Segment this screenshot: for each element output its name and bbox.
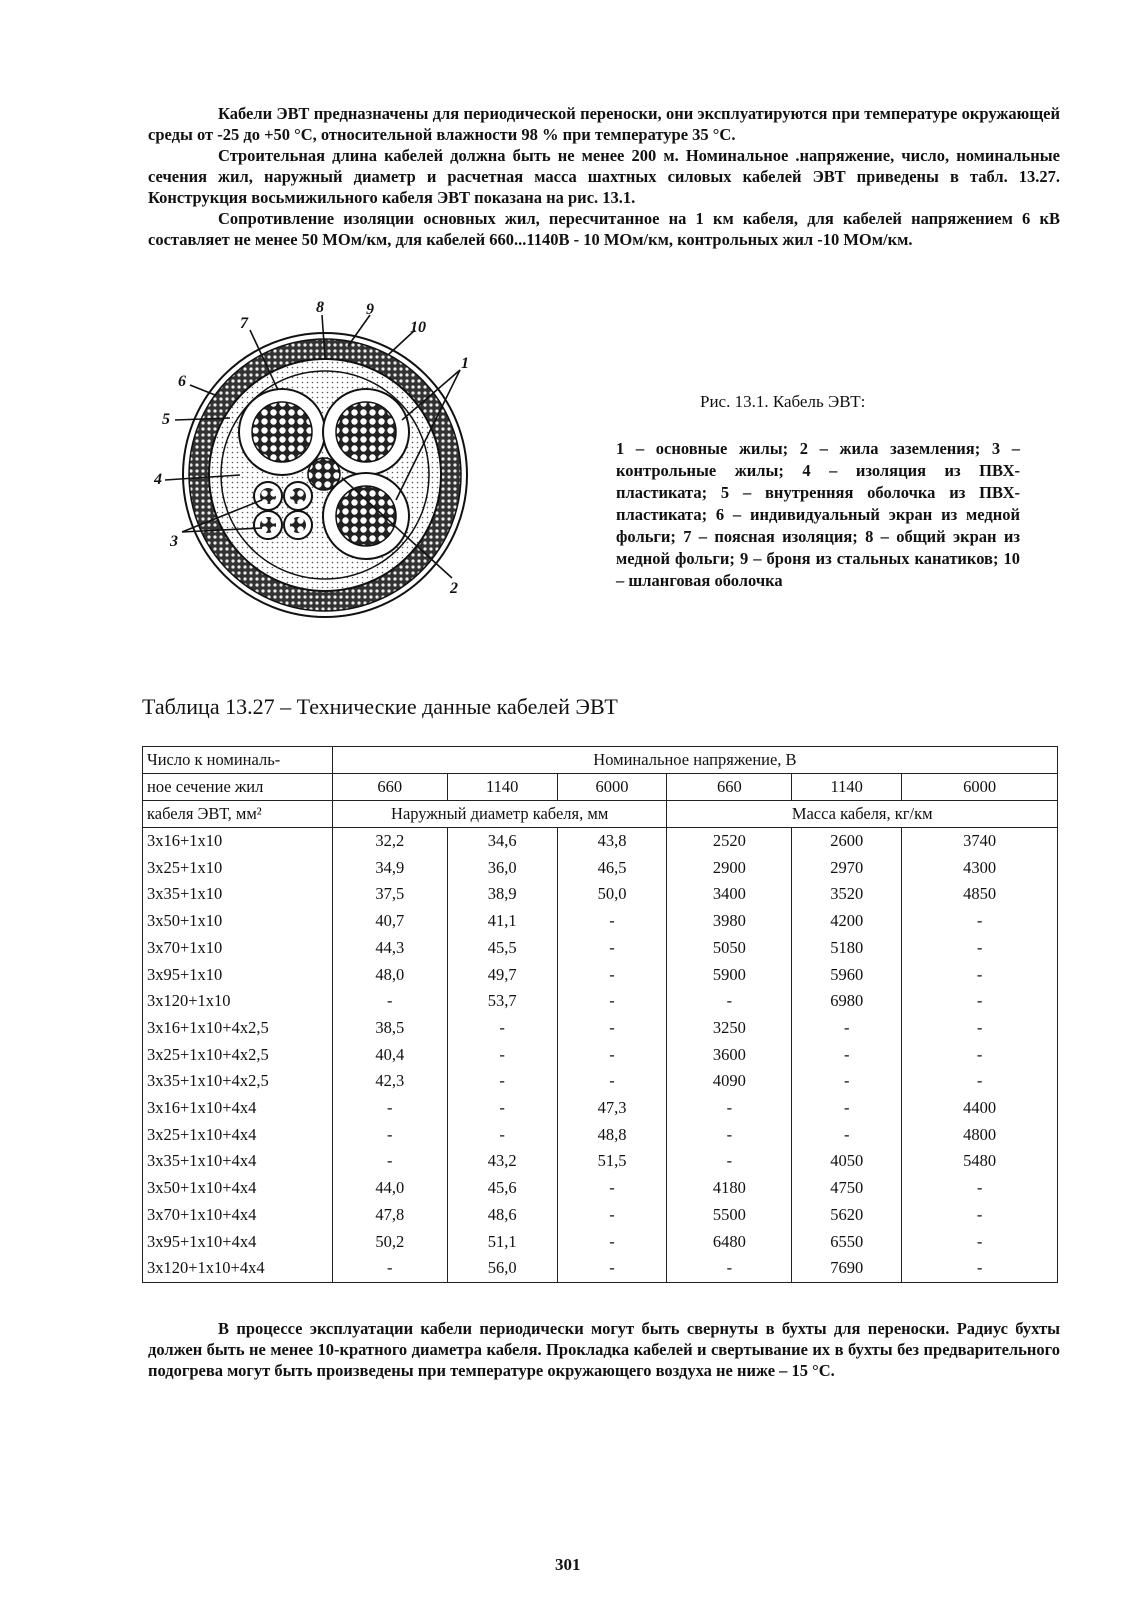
table-cell: - [667,1148,792,1175]
outro-text [148,1318,1060,1381]
table-cell: 51,5 [557,1148,667,1175]
table-cell: - [557,988,667,1015]
table-cell: 4300 [902,855,1058,882]
table-row [143,988,1058,1015]
header-voltage-value: 660 [332,774,447,801]
table-row [143,1095,1058,1122]
table-row [143,1255,1058,1282]
table-cell: - [902,908,1058,935]
table-cell: 6550 [792,1229,902,1256]
figure-label-5: 5 [162,411,170,428]
figure-label-1: 1 [461,355,469,372]
table-cell: 40,4 [332,1042,447,1069]
table-cell: - [902,1255,1058,1282]
page-number: 301 [555,1555,581,1574]
table-cell: 43,2 [447,1148,557,1175]
figure-legend: 1 – основные жилы; 2 – жила заземления; 3 – контрольные жилы; 4 – изоляция из ПВХ-пластиката; 5 – внутренняя оболочка из ПВХ-пластиката; 6 – индивидуальный экран из медной фольги; 7 – поясная изоляция; 8 – общий экран из медной фольги; 9 – броня из стальных канатиков; 10 – шланговая оболочка [616,439,1020,590]
cable-cross-section-drawing [154,299,520,640]
figure-label-3: 3 [170,533,178,550]
table-cell: 5500 [667,1202,792,1229]
cable-section-cell: 3x25+1x10+4x4 [143,1122,333,1149]
table-cell: 49,7 [447,962,557,989]
table-cell: 40,7 [332,908,447,935]
table-cell: 48,8 [557,1122,667,1149]
header-diameter: Наружный диаметр кабеля, мм [332,801,667,828]
cable-section-cell: 3x95+1x10 [143,962,333,989]
table-cell: 44,0 [332,1175,447,1202]
table-row [143,881,1058,908]
table-cell: 3980 [667,908,792,935]
cable-section-cell: 3x120+1x10 [143,988,333,1015]
table-cell: - [447,1042,557,1069]
intro-paragraph-3: Сопротивление изоляции основных жил, пересчитанное на 1 км кабеля, для кабелей напряжением 6 кВ составляет не менее 50 МОм/км, для кабелей 660...1140В - 10 МОм/км, контрольных жил -10 МОм/км. [148,209,1060,249]
cable-section-cell: 3x120+1x10+4x4 [143,1255,333,1282]
header-left-line-2: ное сечение жил [143,774,333,801]
table-cell: - [557,908,667,935]
table-row [143,1042,1058,1069]
table-cell: 3400 [667,881,792,908]
intro-text [148,103,1060,250]
table-row [143,1202,1058,1229]
table-cell: 3250 [667,1015,792,1042]
table-cell: 50,0 [557,881,667,908]
figure-label-2: 2 [450,580,458,597]
table-cell: 4050 [792,1148,902,1175]
table-cell: 53,7 [447,988,557,1015]
table-row [143,908,1058,935]
table-cell: 43,8 [557,828,667,855]
cable-cross-section-figure [154,299,520,640]
figure-label-9: 9 [366,301,374,318]
table-row [143,855,1058,882]
table-cell: - [447,1068,557,1095]
table-cell: 5960 [792,962,902,989]
header-left-line-1: Число к номиналь- [143,747,333,774]
cable-section-cell: 3x70+1x10+4x4 [143,1202,333,1229]
table-cell: - [792,1095,902,1122]
table-cell: - [667,988,792,1015]
table-cell: 4200 [792,908,902,935]
table-cell: - [902,1042,1058,1069]
table-cell: - [557,1015,667,1042]
figure-label-6: 6 [178,373,186,390]
cable-section-cell: 3x16+1x10+4x2,5 [143,1015,333,1042]
table-title: Таблица 13.27 – Технические данные кабелей ЭВТ [142,694,618,719]
table-cell: 6980 [792,988,902,1015]
header-voltage-value: 1140 [447,774,557,801]
table-cell: - [902,1175,1058,1202]
table-cell: - [557,1229,667,1256]
table-cell: 3520 [792,881,902,908]
figure-label-10: 10 [410,319,426,336]
table-cell: 32,2 [332,828,447,855]
table-cell: 2900 [667,855,792,882]
table-cell: 2970 [792,855,902,882]
table-cell: 4180 [667,1175,792,1202]
table-cell: 47,8 [332,1202,447,1229]
cable-section-cell: 3x35+1x10+4x2,5 [143,1068,333,1095]
table-cell: 45,5 [447,935,557,962]
table-cell: 4800 [902,1122,1058,1149]
table-cell: 38,5 [332,1015,447,1042]
cable-section-cell: 3x95+1x10+4x4 [143,1229,333,1256]
figure-label-7: 7 [240,315,248,332]
table-cell: 3740 [902,828,1058,855]
table-cell: 2520 [667,828,792,855]
table-cell: 44,3 [332,935,447,962]
table-cell: - [557,1068,667,1095]
header-voltage-value: 1140 [792,774,902,801]
table-cell: 34,6 [447,828,557,855]
table-cell: 5900 [667,962,792,989]
table-cell: 47,3 [557,1095,667,1122]
cable-section-cell: 3x70+1x10 [143,935,333,962]
table-cell: 4750 [792,1175,902,1202]
table-cell: - [902,1068,1058,1095]
table-cell: - [792,1015,902,1042]
table-cell: 4090 [667,1068,792,1095]
table-row [143,1068,1058,1095]
table-cell: 34,9 [332,855,447,882]
table-row [143,1122,1058,1149]
table-cell: 56,0 [447,1255,557,1282]
table-cell: 51,1 [447,1229,557,1256]
table-cell: 6480 [667,1229,792,1256]
table-row [143,1015,1058,1042]
header-voltage-value: 660 [667,774,792,801]
table-cell: - [557,1042,667,1069]
table-body [143,828,1058,1283]
table-cell: 48,0 [332,962,447,989]
figure-caption: Рис. 13.1. Кабель ЭВТ: [700,392,866,411]
table-cell: 36,0 [447,855,557,882]
table-cell: 42,3 [332,1068,447,1095]
cable-section-cell: 3x16+1x10 [143,828,333,855]
table-row [143,1148,1058,1175]
header-voltage-value: 6000 [902,774,1058,801]
table-cell: 2600 [792,828,902,855]
table-cell: 37,5 [332,881,447,908]
cable-section-cell: 3x50+1x10+4x4 [143,1175,333,1202]
table-cell: 5620 [792,1202,902,1229]
table-cell: - [902,1229,1058,1256]
table-cell: - [557,1175,667,1202]
table-cell: - [447,1095,557,1122]
cable-section-cell: 3x16+1x10+4x4 [143,1095,333,1122]
table-cell: 46,5 [557,855,667,882]
table-cell: - [447,1122,557,1149]
table-cell: - [557,1202,667,1229]
table-cell: 50,2 [332,1229,447,1256]
table-cell: - [792,1042,902,1069]
table-cell: - [792,1122,902,1149]
table-cell: - [447,1015,557,1042]
table-cell: - [667,1095,792,1122]
table-row [143,935,1058,962]
table-cell: - [557,962,667,989]
table-row [143,1229,1058,1256]
outro-paragraph: В процессе эксплуатации кабели периодически могут быть свернуты в бухты для переноски. Радиус бухты должен быть не менее 10-кратного диаметра кабеля. Прокладка кабелей и свертывание их в бухты без предварительного подогрева могут быть произведены при температуре окружающего воздуха не ниже – 15 °С. [148,1319,1060,1380]
table-cell: 41,1 [447,908,557,935]
table-row [143,962,1058,989]
table-cell: - [667,1122,792,1149]
table-cell: 5180 [792,935,902,962]
table-cell: 5050 [667,935,792,962]
figure-label-4: 4 [154,471,162,488]
table-cell: - [902,1015,1058,1042]
table-cell: - [332,1255,447,1282]
cable-data-table [142,746,1058,1283]
table-cell: - [667,1255,792,1282]
table-cell: 4400 [902,1095,1058,1122]
figure-label-8: 8 [316,299,324,316]
table-row [143,1175,1058,1202]
table-cell: - [557,935,667,962]
table-cell: 4850 [902,881,1058,908]
cable-section-cell: 3x35+1x10 [143,881,333,908]
header-voltage: Номинальное напряжение, В [332,747,1057,774]
table-cell: - [332,1148,447,1175]
table-cell: - [902,1202,1058,1229]
intro-paragraph-1: Кабели ЭВТ предназначены для периодической переноски, они эксплуатируются при температуре окружающей среды от -25 до +50 °С, относительной влажности 98 % при температуре 35 °С. [148,104,1060,144]
header-mass: Масса кабеля, кг/км [667,801,1058,828]
intro-paragraph-2: Строительная длина кабелей должна быть не менее 200 м. Номинальное .напряжение, число, номинальные сечения жил, наружный диаметр и расчетная масса шахтных силовых кабелей ЭВТ приведены в табл. 13.27. Конструкция восьмижильного кабеля ЭВТ показана на рис. 13.1. [148,146,1060,207]
table-cell: - [792,1068,902,1095]
table-cell: - [332,988,447,1015]
table-cell: 38,9 [447,881,557,908]
table-cell: 3600 [667,1042,792,1069]
header-voltage-value: 6000 [557,774,667,801]
table-cell: 5480 [902,1148,1058,1175]
table-cell: 7690 [792,1255,902,1282]
table-cell: 45,6 [447,1175,557,1202]
header-left-line-3: кабеля ЭВТ, мм² [143,801,333,828]
cable-section-cell: 3x25+1x10+4x2,5 [143,1042,333,1069]
table-cell: 48,6 [447,1202,557,1229]
table-cell: - [902,988,1058,1015]
table-cell: - [332,1122,447,1149]
table-cell: - [902,962,1058,989]
table-row [143,828,1058,855]
table-cell: - [902,935,1058,962]
cable-section-cell: 3x50+1x10 [143,908,333,935]
cable-section-cell: 3x25+1x10 [143,855,333,882]
cable-section-cell: 3x35+1x10+4x4 [143,1148,333,1175]
table-cell: - [332,1095,447,1122]
table-cell: - [557,1255,667,1282]
